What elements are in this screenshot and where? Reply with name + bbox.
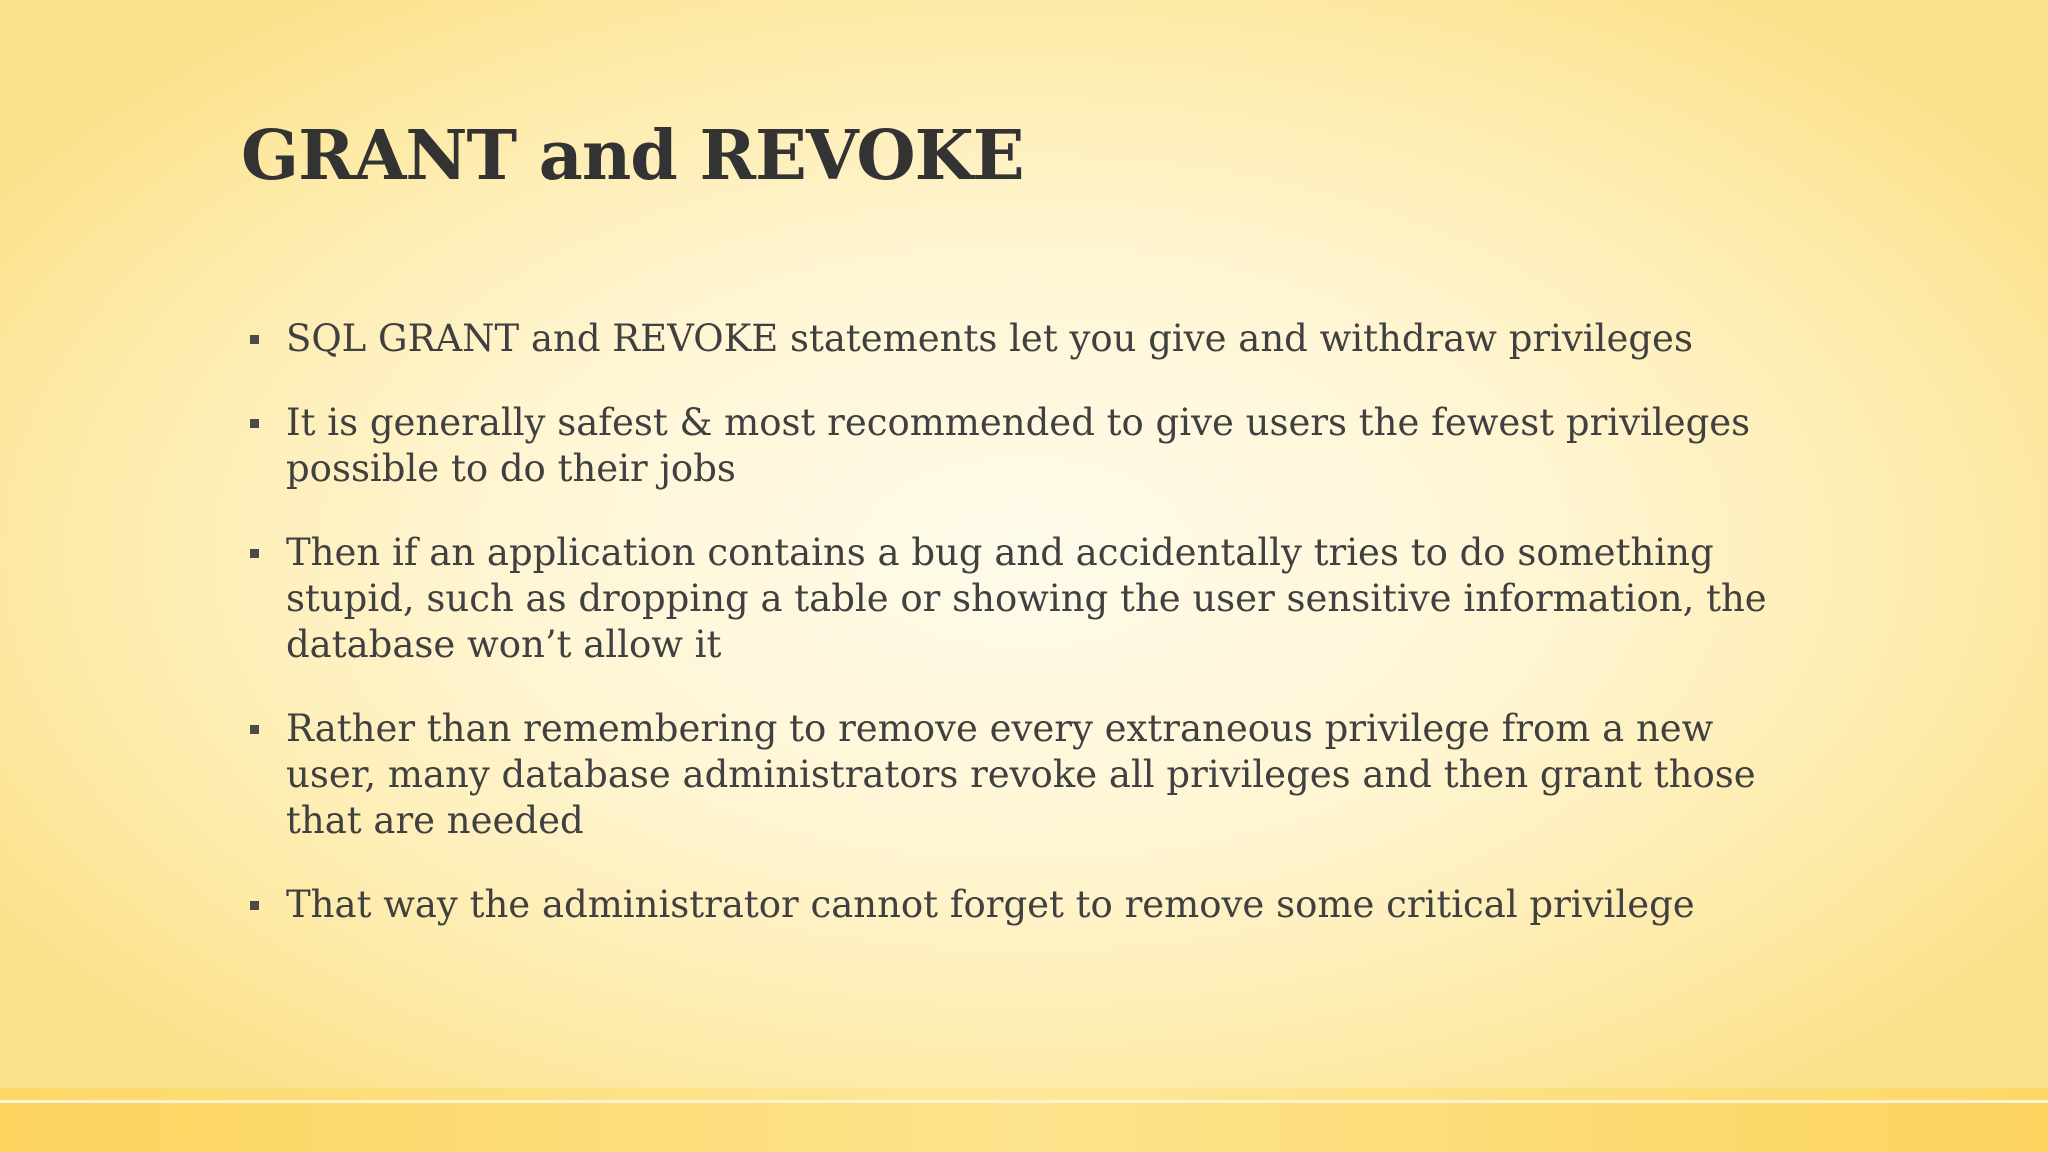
square-bullet-icon [250,419,259,428]
bullet-list [250,316,1790,966]
bullet-item [250,316,1790,362]
bullet-text: Rather than remembering to remove every extraneous privilege from a new user, many database administrators revoke all privileges and then grant those that are needed [286,707,1756,842]
bullet-item [250,882,1790,928]
bullet-text: That way the administrator cannot forget to remove some critical privilege [286,883,1695,926]
square-bullet-icon [250,901,259,910]
bullet-item [250,530,1790,668]
bullet-text: It is generally safest & most recommended to give users the fewest privileges possible to do their jobs [286,401,1751,490]
bullet-item [250,400,1790,492]
bullet-item [250,706,1790,844]
slide-title: GRANT and REVOKE [241,116,1024,196]
square-bullet-icon [250,335,259,344]
square-bullet-icon [250,725,259,734]
footer-band-top [0,1088,2048,1100]
bullet-text: SQL GRANT and REVOKE statements let you give and withdraw privileges [286,317,1693,360]
square-bullet-icon [250,549,259,558]
footer-band-bottom [0,1103,2048,1152]
bullet-text: Then if an application contains a bug and accidentally tries to do something stupid, such as dropping a table or showing the user sensitive information, the database won’t allow it [286,531,1767,666]
